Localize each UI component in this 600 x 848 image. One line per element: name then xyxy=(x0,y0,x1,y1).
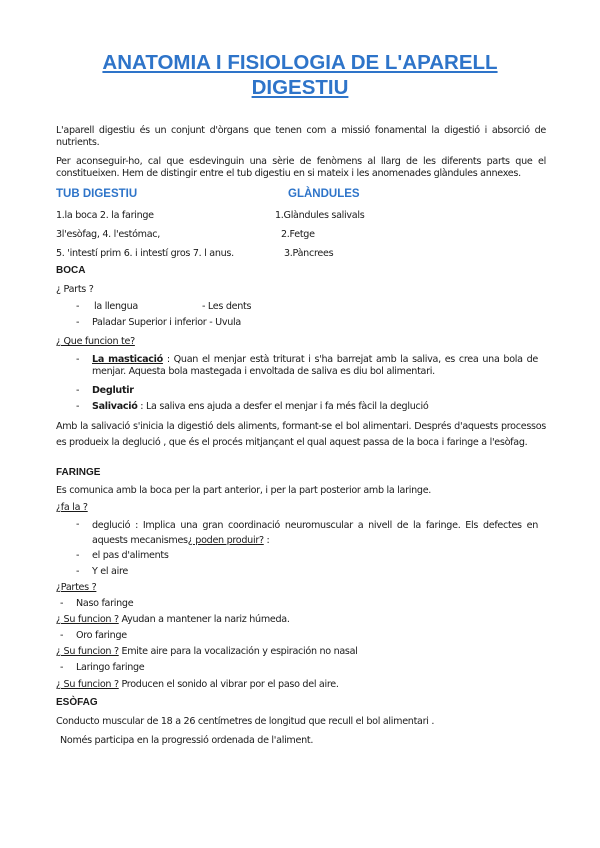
list-dash: - xyxy=(76,354,80,365)
function-1-title: La masticació xyxy=(92,354,163,365)
function-3-text: : La saliva ens ajuda a desfer el menjar i fa més fàcil la deglució xyxy=(137,401,429,412)
faringe-part-2: Oro faringe xyxy=(76,630,127,641)
list-dash: - xyxy=(76,550,80,561)
item-1-end: : xyxy=(263,534,270,546)
faringe-item-2: el pas d'aliments xyxy=(92,550,169,561)
function-1-text: : Quan el menjar està triturat i s'ha barrejat amb la saliva, es crea una bola de menjar. Aquesta bola mastegada i envoltada de saliva es diu bol alimentari. xyxy=(92,354,538,377)
boca-heading: BOCA xyxy=(56,265,86,276)
esofag-line-2: Només participa en la progressió ordenada de l'aliment. xyxy=(60,735,314,746)
function-text: Emite aire para la vocalización y espiración no nasal xyxy=(118,646,358,657)
page-title xyxy=(40,50,560,100)
list-dash: - xyxy=(76,301,80,312)
faringe-item-3: Y el aire xyxy=(92,566,129,577)
faringe-part-3: Laringo faringe xyxy=(76,662,145,673)
function-text: Producen el sonido al vibrar por el paso del aire. xyxy=(118,679,339,690)
function-question: ¿ Su funcion ? xyxy=(56,679,119,690)
list-dash: - xyxy=(60,630,64,641)
faringe-partes-question: ¿Partes ? xyxy=(56,582,97,593)
list-dash: - xyxy=(60,662,64,673)
item-1-text: deglució : Implica una gran coordinació neuromuscular a nivell de la faringe. Els defectes en aquests mecanismes xyxy=(92,520,538,546)
list-dash: - xyxy=(76,519,80,530)
esofag-line-1: Conducto muscular de 18 a 26 centímetres de longitud que recull el bol alimentari . xyxy=(56,716,435,727)
boca-part-2: Paladar Superior i inferior - Uvula xyxy=(92,317,241,328)
title-line-1: ANATOMIA I FISIOLOGIA DE L'APARELL xyxy=(102,51,498,74)
faringe-part-2-function xyxy=(56,646,358,658)
faringe-item-1 xyxy=(92,519,538,548)
tub-digestiu-heading: TUB DIGESTIU xyxy=(56,188,138,200)
list-dash: - xyxy=(76,317,80,328)
function-question: ¿ Su funcion ? xyxy=(56,614,119,625)
function-text: Ayudan a mantener la nariz húmeda. xyxy=(118,614,290,625)
boca-paragraph: Amb la salivació s'inicia la digestió dels aliments, formant-se el bol alimentari. Després d'aquests processos es produeix la deglució , que és el procés mitjançant el qual aquest passa de la boca i faringe a l'esòfag. xyxy=(56,421,546,448)
boca-part-1: la llengua xyxy=(94,301,138,312)
intro-paragraph-2: Per aconseguir-ho, cal que esdevinguin una sèrie de fenòmens al llarg de les diferents parts que el constitueixen. Hem de distingir entre el tub digestiu en si mateix i les anomenades glàndules annexes. xyxy=(56,156,546,179)
function-question: ¿ Su funcion ? xyxy=(56,646,119,657)
title-line-2: DIGESTIU xyxy=(251,76,349,99)
faringe-heading: FARINGE xyxy=(56,467,101,478)
function-3-title: Salivació xyxy=(92,401,138,412)
list-dash: - xyxy=(76,401,80,412)
boca-function-3 xyxy=(92,401,428,413)
faringe-description: Es comunica amb la boca per la part anterior, i per la part posterior amb la laringe. xyxy=(56,485,432,496)
glandules-heading: GLÀNDULES xyxy=(288,188,360,200)
item-1-question: ¿ poden produir? xyxy=(187,534,264,546)
faringe-part-3-function xyxy=(56,679,339,691)
esofag-heading: ESÒFAG xyxy=(56,697,98,708)
list-dash: - xyxy=(76,566,80,577)
list-dash: - xyxy=(60,598,64,609)
glandula-line-1: 1.Glàndules salivals xyxy=(275,210,365,221)
boca-funcions-question: ¿ Que funcion te? xyxy=(56,336,135,347)
tub-line-1: 1.la boca 2. la faringe xyxy=(56,210,154,221)
tub-line-3: 5. 'intestí prim 6. i intestí gros 7. l anus. xyxy=(56,248,234,259)
glandula-line-3: 3.Pàncrees xyxy=(284,248,334,259)
intro-paragraph-1: L'aparell digestiu és un conjunt d'òrgans que tenen com a missió fonamental la digestió i absorció de nutrients. xyxy=(56,125,546,148)
boca-function-1 xyxy=(92,354,538,378)
boca-parts-question: ¿ Parts ? xyxy=(56,284,94,295)
boca-function-2: Deglutir xyxy=(92,385,134,396)
glandula-line-2: 2.Fetge xyxy=(281,229,315,240)
faringe-part-1: Naso faringe xyxy=(76,598,134,609)
list-dash: - xyxy=(76,385,80,396)
faringe-part-1-function xyxy=(56,614,290,626)
faringe-fa-question: ¿fa la ? xyxy=(56,502,88,513)
boca-part-1b: - Les dents xyxy=(202,301,252,312)
tub-line-2: 3l'esòfag, 4. l'estómac, xyxy=(56,229,161,240)
